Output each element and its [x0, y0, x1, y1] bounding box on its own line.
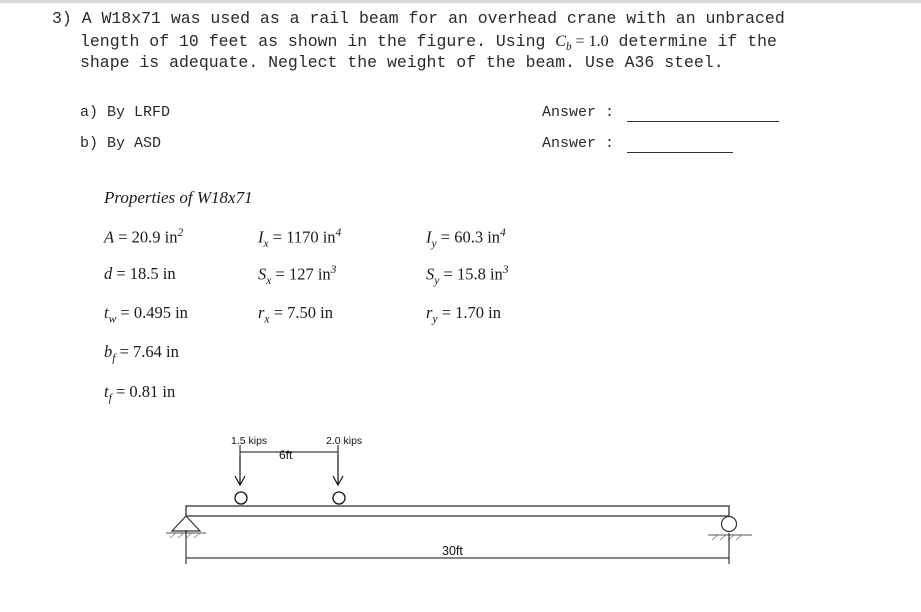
cb-letter: C: [555, 33, 566, 50]
prop-tw-val: = 0.495 in: [116, 303, 188, 322]
problem-line-3: shape is adequate. Neglect the weight of the beam. Use A36 steel.: [80, 53, 724, 72]
prop-tf-sym: t: [104, 382, 109, 401]
load-1-label: 1.5 kips: [231, 435, 268, 447]
spacing-label: 6ft: [279, 448, 293, 462]
prop-depth-val: = 18.5 in: [112, 264, 176, 283]
load-2-label: 2.0 kips: [326, 435, 363, 447]
cb-value: = 1.0: [571, 33, 609, 50]
prop-tw-sym: t: [104, 303, 109, 322]
prop-tf-sub: f: [108, 392, 112, 405]
prop-sx-sym: S: [258, 264, 267, 284]
question-b-label: b) By ASD: [80, 135, 162, 152]
prop-area-sym: A: [104, 227, 115, 247]
prop-ry-sub: y: [432, 313, 438, 326]
problem-line-2-post: determine if the: [608, 32, 777, 51]
properties-title: Properties of W18x71: [104, 188, 253, 207]
question-a-label: a) By LRFD: [80, 104, 171, 121]
prop-ix-sym: I: [258, 227, 264, 247]
prop-sy-sym: S: [426, 264, 435, 284]
prop-rx-sym: r: [258, 303, 265, 322]
prop-bf-val: = 7.64 in: [115, 342, 179, 361]
prop-sy-val: = 15.8 in: [439, 264, 503, 284]
prop-tf-val: = 0.81 in: [111, 382, 176, 401]
load-2-wheel: [333, 455, 345, 504]
span-label: 30ft: [442, 544, 463, 558]
prop-ix-val: = 1170 in: [268, 227, 336, 247]
answer-b-label: Answer :: [542, 135, 615, 152]
prop-area-val: = 20.9 in: [114, 227, 178, 247]
prop-tw-sub: w: [108, 313, 117, 326]
prop-sx-sub: x: [266, 274, 272, 287]
prop-ry-val: = 1.70 in: [437, 303, 501, 322]
prop-iy-sym: I: [426, 227, 432, 247]
prop-iy-sup: 4: [500, 227, 506, 239]
roller-support-right: [708, 517, 752, 541]
prop-sy-sup: 3: [502, 264, 509, 276]
prop-depth-sym: d: [104, 264, 113, 283]
prop-rx-val: = 7.50 in: [269, 303, 333, 322]
prop-bf-sub: f: [112, 352, 116, 365]
problem-line-2-pre: length of 10 feet as shown in the figure. Using: [80, 32, 556, 51]
prop-iy-sub: y: [431, 237, 437, 250]
prop-bf-sym: b: [104, 342, 113, 361]
answer-a-label: Answer :: [542, 104, 615, 121]
prop-sx-val: = 127 in: [271, 264, 331, 284]
prop-rx-sub: x: [264, 313, 270, 326]
prop-iy-val: = 60.3 in: [436, 227, 501, 247]
cb-subscript: b: [565, 41, 572, 54]
prop-ix-sup: 4: [335, 227, 342, 239]
prop-sy-sub: y: [434, 274, 440, 287]
problem-line-1: 3) A W18x71 was used as a rail beam for an overhead crane with an unbraced: [52, 9, 785, 28]
prop-area-sup: 2: [177, 227, 184, 239]
prop-sx-sup: 3: [330, 264, 337, 276]
beam: [186, 506, 729, 516]
prop-ix-sub: x: [263, 237, 269, 250]
prop-ry-sym: r: [426, 303, 433, 322]
load-1-wheel: [235, 455, 247, 504]
